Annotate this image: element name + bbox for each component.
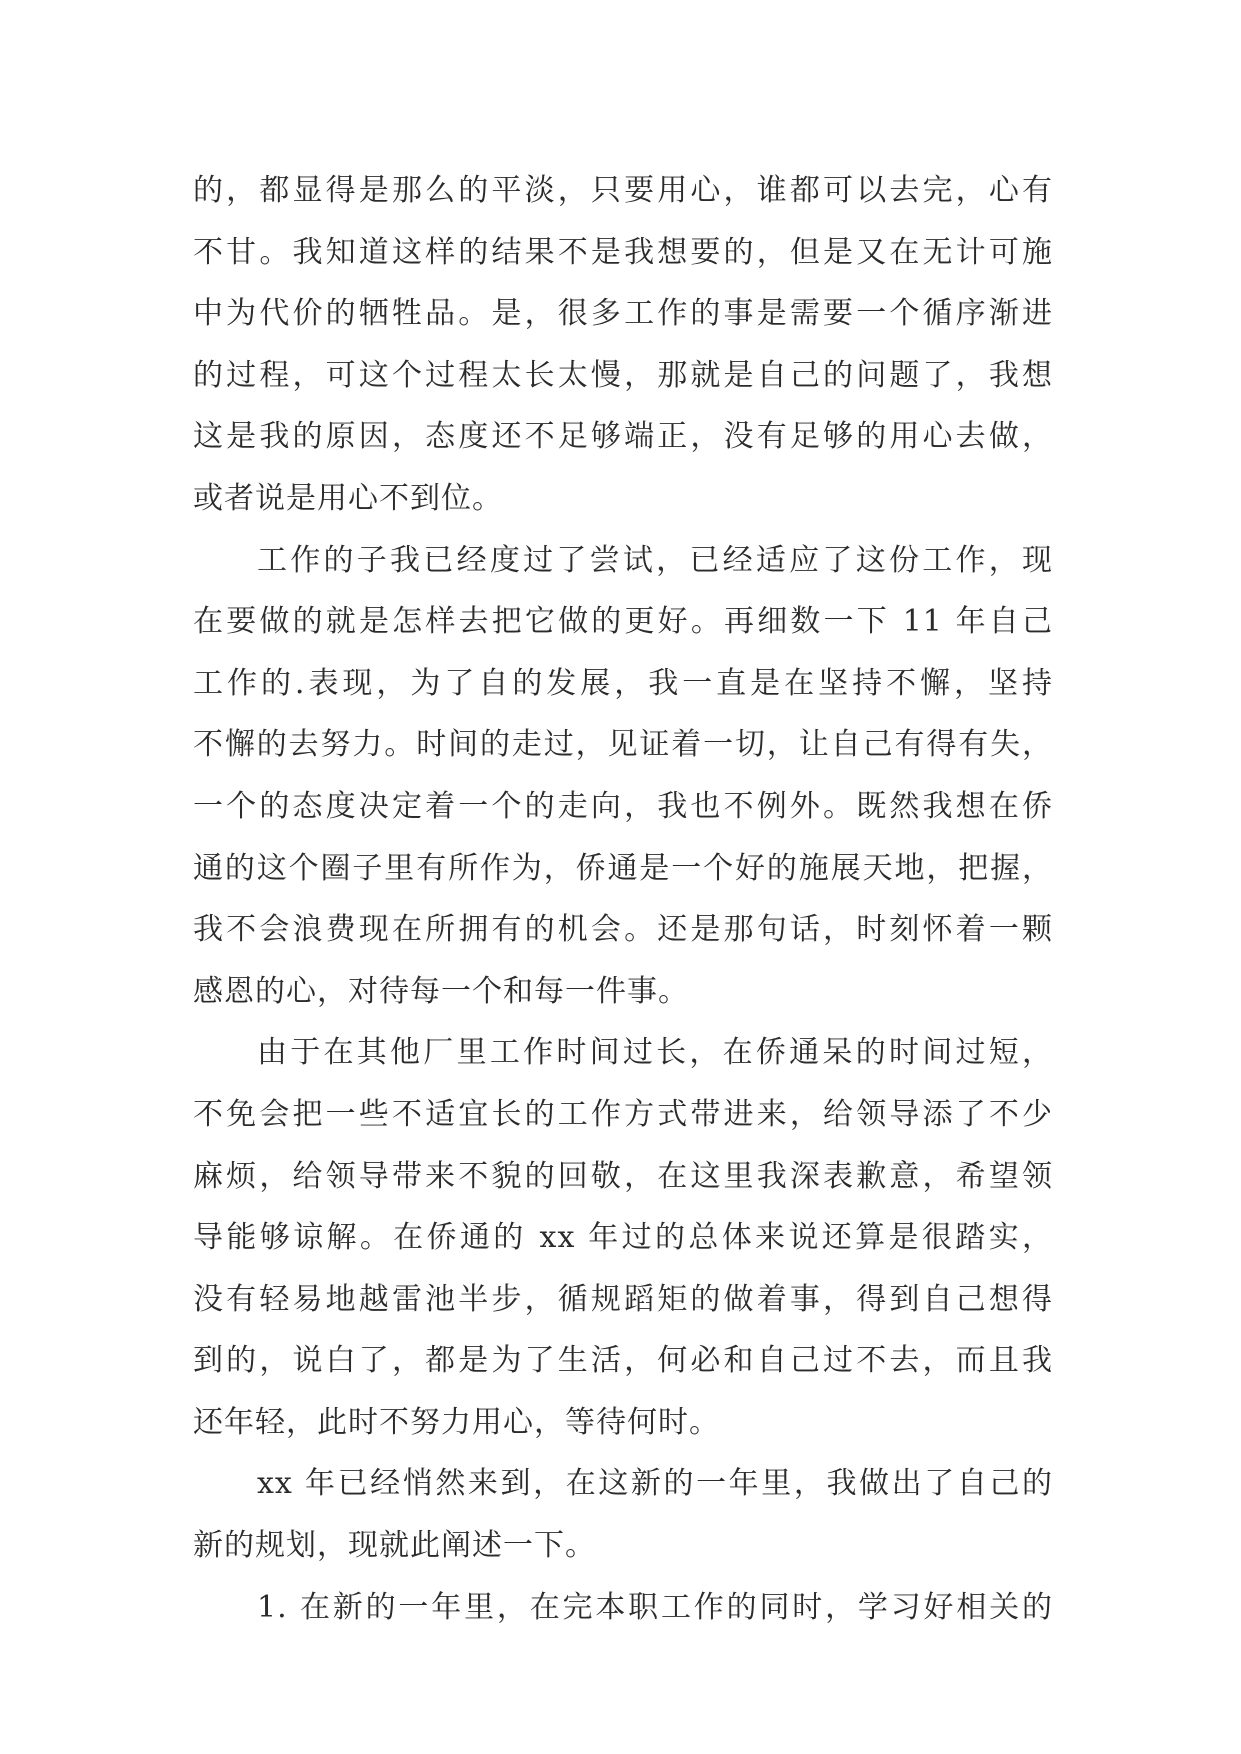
paragraph-first-line: 工作的子我已经度过了尝试，已经适应了这份工作，现: [257, 542, 1053, 578]
body-line: 麻烦，给领导带来不貌的回敬，在这里我深表歉意，希望领: [193, 1158, 1053, 1194]
body-line: 在要做的就是怎样去把它做的更好。再细数一下 11 年自己: [193, 604, 1053, 640]
body-line: 工作的.表现，为了自的发展，我一直是在坚持不懈，坚持: [193, 665, 1053, 701]
body-line: 这是我的原因，态度还不足够端正，没有足够的用心去做，: [193, 419, 1053, 455]
body-line: 到的，说白了，都是为了生活，何必和自己过不去，而且我: [193, 1343, 1053, 1379]
body-line: 新的规划，现就此阐述一下。: [193, 1528, 596, 1564]
paragraph-first-line: xx 年已经悄然来到，在这新的一年里，我做出了自己的: [257, 1466, 1053, 1502]
paragraph-first-line: 由于在其他厂里工作时间过长，在侨通呆的时间过短，: [257, 1035, 1053, 1071]
body-line: 不懈的去努力。时间的走过，见证着一切，让自己有得有失，: [193, 727, 1053, 763]
body-line: 不免会把一些不适宜长的工作方式带进来，给领导添了不少: [193, 1096, 1053, 1132]
body-line: 中为代价的牺牲品。是，很多工作的事是需要一个循序渐进: [193, 296, 1053, 332]
body-line: 没有轻易地越雷池半步，循规蹈矩的做着事，得到自己想得: [193, 1281, 1053, 1317]
list-item-line: 1. 在新的一年里，在完本职工作的同时，学习好相关的: [257, 1589, 1053, 1625]
document-body: [193, 160, 1053, 1638]
body-line: 的，都显得是那么的平淡，只要用心，谁都可以去完，心有: [193, 173, 1053, 208]
body-line: 感恩的心，对待每一个和每一件事。: [193, 973, 689, 1009]
body-line: 我不会浪费现在所拥有的机会。还是那句话，时刻怀着一颗: [193, 912, 1053, 948]
body-line: 通的这个圈子里有所作为，侨通是一个好的施展天地，把握，: [193, 850, 1053, 886]
body-line: 导能够谅解。在侨通的 xx 年过的总体来说还算是很踏实，: [193, 1220, 1053, 1256]
body-line: 一个的态度决定着一个的走向，我也不例外。既然我想在侨: [193, 788, 1053, 824]
body-line: 的过程，可这个过程太长太慢，那就是自己的问题了，我想: [193, 357, 1053, 393]
body-line: 还年轻，此时不努力用心，等待何时。: [193, 1404, 720, 1440]
body-line: 或者说是用心不到位。: [193, 480, 503, 516]
body-line: 不甘。我知道这样的结果不是我想要的，但是又在无计可施: [193, 234, 1053, 270]
